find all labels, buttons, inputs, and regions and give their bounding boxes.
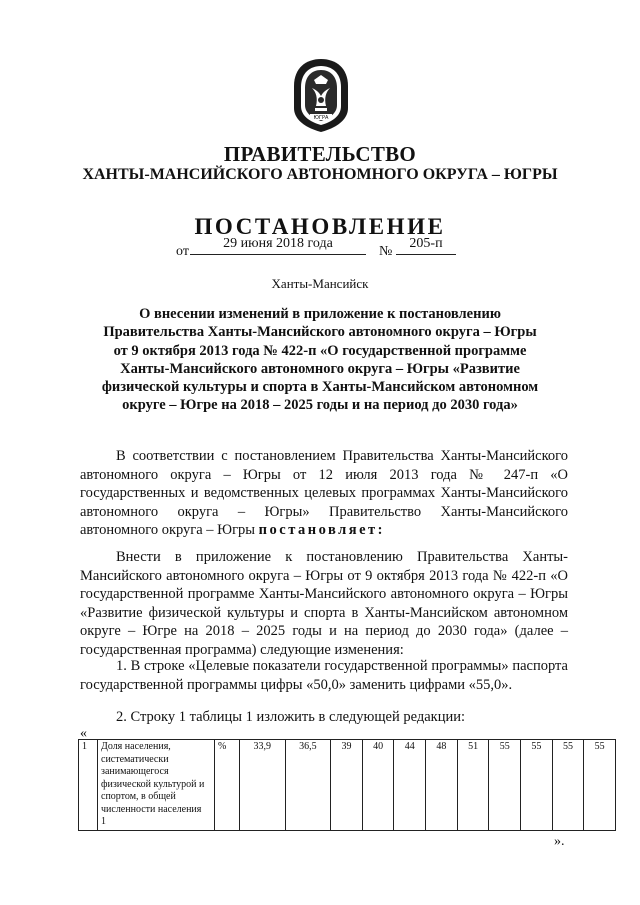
value-cell: 55 <box>584 740 616 831</box>
item-2-paragraph <box>80 708 568 727</box>
item-1-text: 1. В строке «Целевые показатели государственной программы» паспорта государственной программы цифры «50,0» заменить цифрами «55,0». <box>80 658 568 693</box>
heading-line: О внесении изменений в приложение к постановлению <box>139 306 501 322</box>
city: Ханты-Мансийск <box>271 276 369 291</box>
value-cell: 40 <box>362 740 394 831</box>
quote-close: ». <box>554 834 565 849</box>
number-label: № <box>379 244 393 259</box>
value-cell: 39 <box>331 740 363 831</box>
item-2-text: 2. Строку 1 таблицы 1 изложить в следующей редакции: <box>116 709 466 725</box>
government-title: ПРАВИТЕЛЬСТВО <box>223 142 417 166</box>
value-cell: 51 <box>457 740 489 831</box>
resolution-word: постановляет: <box>258 522 385 539</box>
heading-line: физической культуры и спорта в Ханты-Мансийском автономном <box>101 379 539 396</box>
preamble-text: В соответствии с постановлением Правительства Ханты-Мансийского автономного округа – Югры от 12 июля 2013 года № 247-п «О государственных и ведомственных целевых программах Ханты-Мансийского автономного округа – Югры» Правительство Ханты-Мансийского автономного округа – Югры <box>80 448 568 539</box>
indicator-table <box>78 739 616 831</box>
table-row <box>79 740 616 831</box>
amendment-text: Внести в приложение к постановлению Правительства Ханты-Мансийского автономного округа – Югры от 9 октября 2013 года № 422-п «О государственной программе Ханты-Мансийского автономного округа – Югры «Развитие физической культуры и спорта в Ханты-Мансийском автономном округе – Югре на 2018 – 2025 годы и на период до 2030 года» (далее – государственная программа) следующие изменения: <box>80 549 568 658</box>
number-underline <box>396 254 456 255</box>
heading-line: Ханты-Мансийского автономного округа – Югры «Развитие <box>120 360 520 377</box>
value-cell: 48 <box>426 740 458 831</box>
value-cell: 44 <box>394 740 426 831</box>
emblem-caption: ЮГРА <box>313 115 329 121</box>
value-cell: 36,5 <box>285 740 331 831</box>
item-1-paragraph <box>80 657 568 694</box>
heading-line: округе – Югре на 2018 – 2025 годы и на период до 2030 года» <box>122 397 518 414</box>
value-cell: 33,9 <box>240 740 286 831</box>
region-title: ХАНТЫ-МАНСИЙСКОГО АВТОНОМНОГО ОКРУГА – ЮГРЫ <box>82 166 558 183</box>
amendment-paragraph <box>80 548 568 660</box>
decree-heading <box>96 305 544 415</box>
row-number: 1 <box>79 740 98 831</box>
document-type: ПОСТАНОВЛЕНИЕ <box>194 214 446 239</box>
indicator-name-suffix: 1 <box>101 816 106 827</box>
decree-number: 205-п <box>409 236 443 251</box>
value-cell: 55 <box>521 740 553 831</box>
coat-of-arms-icon <box>290 56 352 134</box>
heading-line: от 9 октября 2013 года № 422-п «О государственной программе <box>113 342 527 359</box>
decree-date: 29 июня 2018 года <box>223 236 333 251</box>
indicator-unit: % <box>215 740 240 831</box>
date-label: от <box>176 244 189 259</box>
quote-open: « <box>80 726 87 741</box>
value-cell: 55 <box>489 740 521 831</box>
indicator-name: Доля населения, систематически занимающегося физической культурой и спортом, в общей численности населения 1 <box>98 740 215 831</box>
heading-line: Правительства Ханты-Мансийского автономного округа – Югры <box>103 324 537 341</box>
date-underline <box>190 254 366 255</box>
value-cell: 55 <box>552 740 584 831</box>
preamble-paragraph <box>80 447 568 540</box>
